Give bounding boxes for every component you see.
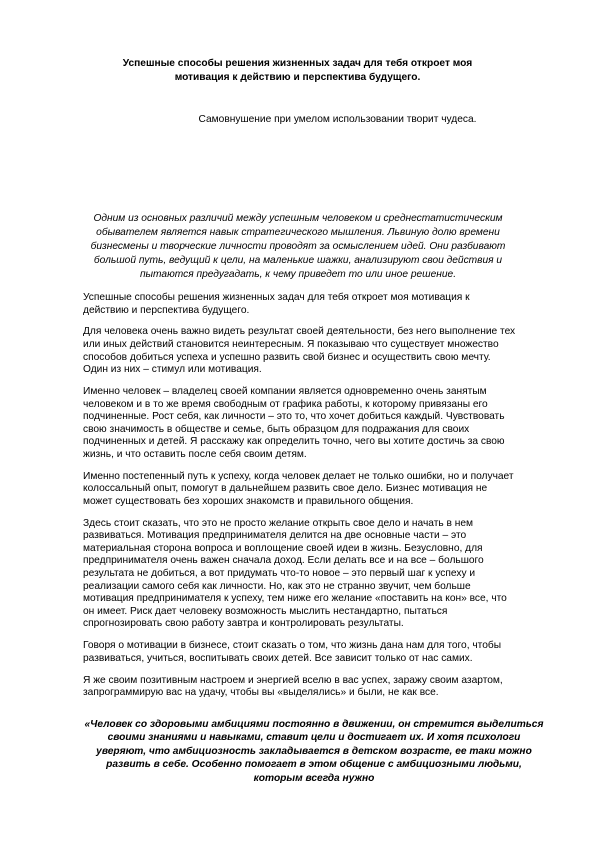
document-title: Успешные способы решения жизненных задач для тебя откроет моя мотивация к действию и перспектива будущего. [122, 58, 473, 83]
paragraph: Для человека очень важно видеть результат своей деятельности, без него выполнение тех или иных действий становится неинтересным. Я показываю что существует множество способов добиться успеха и успешно развить свой бизнес и осуществить свою мечту. Один из них – стимул или мотивация. [83, 326, 516, 376]
intro-quote: Одним из основных различий между успешным человеком и среднестатистическим обывателем является навык стратегического мышления. Львиную долю времени бизнесмены и творческие личности проводят за осмыслением идей. Они разбивают большой путь, ведущий к цели, на маленькие шажки, анализируют свои действия и пытаются предугадать, к чему приведет то или иное решение. [90, 213, 506, 280]
closing-quote: «Человек со здоровыми амбициями постоянно в движении, он стремится выделиться своими знаниями и навыками, ставит цели и достигает их. И хотя психологи уверяют, что амбициозность закладывается в детском возрасте, ее таки можно развить в себе. Особенно помогает в этом общение с амбициозными людьми, которым всегда нужно [84, 719, 544, 784]
paragraph: Именно постепенный путь к успеху, когда человек делает не только ошибки, но и получает колоссальный опыт, помогут в дальнейшем развить свое дело. Бизнес мотивация не может существовать без хороших знакомств и правильного общения. [83, 470, 514, 507]
paragraph: Говоря о мотивации в бизнесе, стоит сказать о том, что жизнь дана нам для того, чтобы развиваться, учиться, воспитывать своих детей. Все зависит только от нас самих. [83, 640, 502, 664]
paragraph: Успешные способы решения жизненных задач для тебя откроет моя мотивация к действию и перспектива будущего. [83, 292, 470, 316]
paragraph: Я же своим позитивным настроем и энергией вселю в вас успех, заражу своим азартом, запрограммирую вас на удачу, чтобы вы «выделялись» и были, не как все. [83, 674, 503, 699]
paragraph: Именно человек – владелец своей компании является одновременно очень занятым человеком и в то же время свободным от графика работы, к которому привязаны его подчиненные. Рост себя, как личности – это то, что хочет добиться каждый. Чувствовать свою значимость в обществе и семье, быть образцом для подражания для своих подчиненных и детей. Я расскажу как определить точно, чего вы хотите достичь за свою жизнь, и что оставить после себя своим детям. [83, 385, 505, 460]
paragraph: Здесь стоит сказать, что это не просто желание открыть свое дело и начать в нем развиваться. Мотивация предпринимателя делится на две основные части – это материальная сторона вопроса и воплощение своей идеи в жизнь. Безусловно, для предпринимателя очень важен сначала доход. Если делать все и на все – большого результата не добиться, а вот придумать что-то новое – это первый шаг к успеху и реализации самого себя как личности. Но, как это не странно звучит, чем больше мотивация предпринимателя к успеху, тем ниже его желание «поставить на кон» все, что он имеет. Риск дает человеку возможность мыслить нестандартно, пытаться спрогнозировать свою работу завтра и контролировать результаты. [83, 517, 507, 630]
document-subtitle: Самовнушение при умелом использовании творит чудеса. [198, 114, 477, 125]
body-text [83, 292, 516, 709]
